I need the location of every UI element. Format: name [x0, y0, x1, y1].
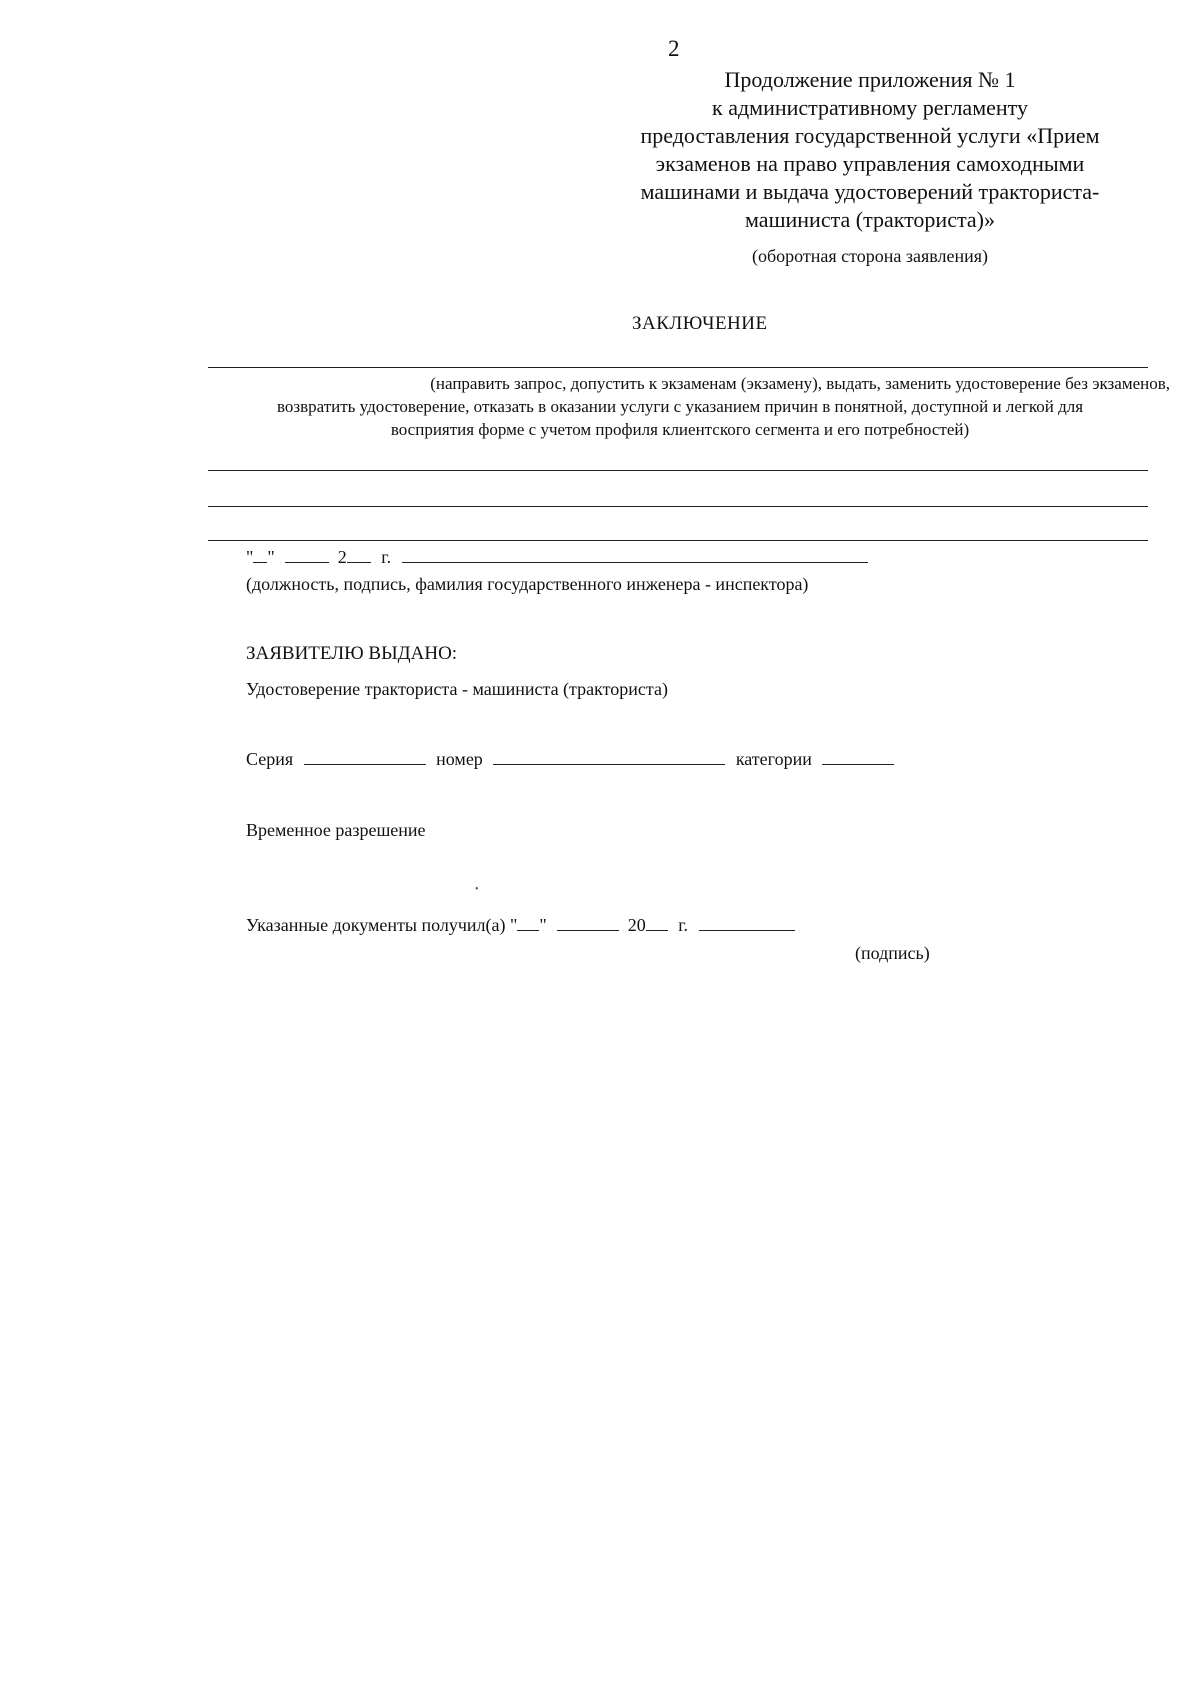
receipt-label: Указанные документы получил(а) — [246, 915, 506, 935]
series-label: Серия — [246, 749, 294, 769]
temporary-permit: Временное разрешение — [246, 820, 426, 840]
receipt-signature-field[interactable] — [699, 915, 795, 931]
scan-speck: • — [475, 884, 479, 895]
conclusion-fill-line[interactable] — [208, 367, 1148, 368]
appendix-header — [590, 66, 1150, 268]
header-line: машиниста (тракториста)» — [745, 207, 995, 232]
conclusion-date-row — [246, 547, 868, 568]
header-note: (оборотная сторона заявления) — [751, 246, 989, 266]
categories-field[interactable] — [822, 749, 894, 765]
day-field[interactable] — [253, 547, 267, 563]
receipt-year-suffix: г. — [678, 915, 689, 935]
number-field[interactable] — [493, 749, 725, 765]
header-line: к административному регламенту — [712, 95, 1028, 120]
issued-title: ЗАЯВИТЕЛЮ ВЫДАНО: — [246, 643, 458, 664]
signature-caption: (подпись) — [855, 943, 930, 963]
receipt-year-field[interactable] — [646, 915, 668, 931]
conclusion-title: ЗАКЛЮЧЕНИЕ — [632, 313, 768, 334]
header-line: машинами и выдача удостоверений тракториста- — [640, 179, 1100, 204]
year-prefix: 2 — [337, 547, 347, 567]
quote-close: " — [267, 547, 275, 567]
inspector-caption: (должность, подпись, фамилия государственного инженера - инспектора) — [246, 574, 809, 594]
receipt-row — [246, 915, 795, 936]
year-suffix: г. — [381, 547, 392, 567]
receipt-day-field[interactable] — [517, 915, 539, 931]
receipt-month-field[interactable] — [557, 915, 619, 931]
number-label: номер — [436, 749, 483, 769]
page-number: 2 — [668, 36, 680, 61]
series-field[interactable] — [304, 749, 426, 765]
issued-document: Удостоверение тракториста - машиниста (тракториста) — [246, 679, 668, 699]
receipt-year-prefix: 20 — [627, 915, 646, 935]
inspector-signature-field[interactable] — [402, 547, 868, 563]
month-field[interactable] — [285, 547, 329, 563]
year-field[interactable] — [347, 547, 371, 563]
instructions-line: возвратить удостоверение, отказать в оказании услуги с указанием причин в понятной, доступной и легкой для — [276, 397, 1084, 416]
instructions-line: восприятия форме с учетом профиля клиентского сегмента и его потребностей) — [390, 420, 970, 439]
reason-fill-line[interactable] — [208, 506, 1148, 507]
conclusion-instructions — [190, 372, 1170, 441]
header-line: Продолжение приложения № 1 — [724, 67, 1016, 92]
header-line: экзаменов на право управления самоходными — [655, 151, 1085, 176]
reason-fill-line[interactable] — [208, 470, 1148, 471]
categories-label: категории — [735, 749, 812, 769]
instructions-line: (направить запрос, допустить к экзаменам (экзамену), выдать, заменить удостоверение без экзаменов, — [430, 374, 1170, 393]
license-details-row — [246, 749, 894, 770]
header-line: предоставления государственной услуги «Прием — [640, 123, 1100, 148]
reason-fill-line[interactable] — [208, 540, 1148, 541]
quote-close: " — [539, 915, 547, 935]
quote-open: " — [246, 547, 254, 567]
quote-open: " — [509, 915, 518, 935]
